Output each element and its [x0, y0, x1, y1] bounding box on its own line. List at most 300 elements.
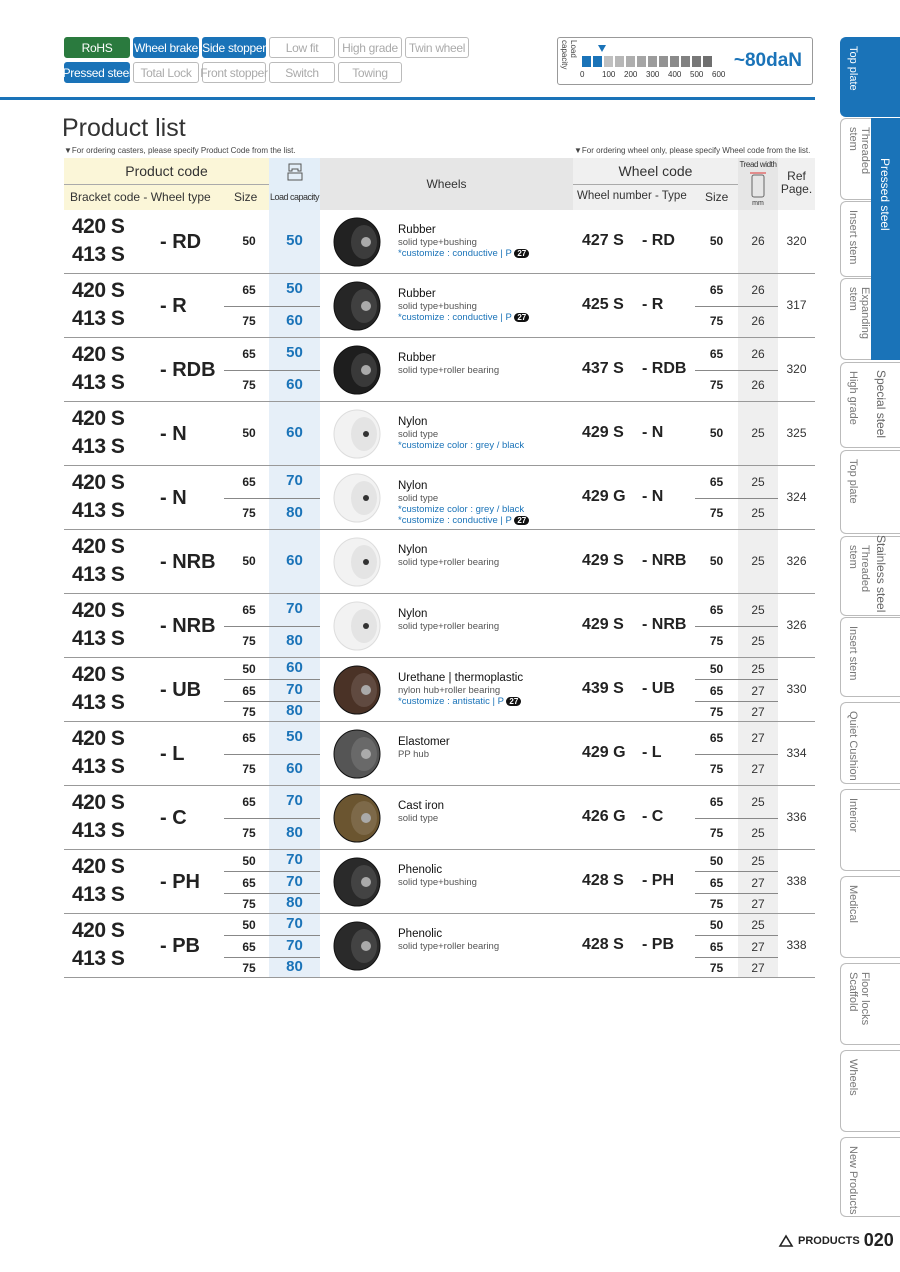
scale-segment	[681, 56, 690, 67]
wheel-image-icon	[332, 281, 382, 331]
ref-page: 324	[786, 490, 807, 504]
load-value: 70	[286, 873, 303, 890]
header-ref-label: Ref Page.	[780, 169, 813, 196]
wheel-size-value: 65	[709, 795, 724, 809]
load-value: 50	[286, 344, 303, 361]
wheel-size-value: 75	[709, 762, 724, 776]
row-divider	[695, 957, 778, 958]
wheel-name: Cast iron	[398, 800, 445, 812]
tread-width-value: 25	[751, 854, 765, 868]
wheel-name: Rubber	[398, 352, 436, 364]
size-value: 65	[242, 940, 256, 954]
scale-segment	[670, 56, 679, 67]
scale-segment	[582, 56, 591, 67]
scale-marker-icon	[598, 45, 606, 52]
row-divider	[695, 626, 778, 627]
tread-width-value: 25	[751, 662, 765, 676]
wheel-spec: solid type+bushing	[398, 301, 477, 312]
table-row	[64, 402, 815, 466]
bracket-code: 420 S	[72, 727, 125, 750]
load-value: 60	[286, 312, 303, 329]
wheel-code-type: - UB	[642, 680, 675, 697]
wheel-name: Nylon	[398, 480, 428, 492]
size-value: 50	[242, 854, 256, 868]
tag-switch: Switch	[269, 62, 335, 83]
bracket-code: 420 S	[72, 599, 125, 622]
row-divider	[695, 679, 778, 680]
scale-segment	[659, 56, 668, 67]
wheel-size-value: 50	[709, 426, 724, 440]
size-value: 65	[242, 731, 256, 745]
header-rule	[0, 97, 815, 100]
page-number: 020	[863, 1230, 894, 1250]
table-row	[64, 274, 815, 338]
table-row	[64, 914, 815, 978]
side-tab-label: New Products	[847, 1146, 859, 1215]
bracket-code: 420 S	[72, 279, 125, 302]
tread-width-value: 25	[751, 426, 765, 440]
header-size: Size	[234, 190, 258, 204]
wheel-size-value: 50	[709, 918, 724, 932]
ref-page: 320	[786, 362, 807, 376]
tread-width-value: 25	[751, 475, 765, 489]
wheel-type: - RDB	[160, 359, 216, 381]
tread-width-value: 26	[751, 283, 765, 297]
ref-page: 334	[786, 746, 807, 760]
header-tread-unit: mm	[752, 200, 764, 207]
wheel-code-type: - NRB	[642, 616, 687, 633]
side-tab-13[interactable]	[840, 1137, 900, 1217]
wheel-size-value: 75	[709, 378, 724, 392]
tread-width-value: 27	[751, 897, 765, 911]
wheel-size-value: 65	[709, 731, 724, 745]
side-tab-12[interactable]	[840, 1050, 900, 1132]
tag-twin-wheel: Twin wheel	[405, 37, 469, 58]
page-footer	[778, 1230, 894, 1251]
scale-tick: 100	[602, 70, 616, 79]
wheel-type: - N	[160, 423, 187, 445]
bracket-code: 420 S	[72, 215, 125, 238]
feature-tags	[64, 37, 469, 83]
side-tab-0[interactable]	[840, 37, 900, 117]
table-row	[64, 594, 815, 658]
wheel-type: - C	[160, 807, 187, 829]
wheel-image-icon	[332, 409, 382, 459]
size-value: 50	[242, 662, 256, 676]
load-value: 60	[286, 760, 303, 777]
load-value: 80	[286, 632, 303, 649]
page-title: Product list	[62, 114, 186, 142]
load-value: 60	[286, 424, 303, 441]
size-value: 75	[242, 897, 256, 911]
header-ref	[778, 158, 815, 210]
page-ref-badge: 27	[514, 249, 529, 258]
wheel-spec: solid type+bushing	[398, 237, 477, 248]
table-row	[64, 722, 815, 786]
side-tab-label: High grade	[847, 371, 859, 425]
bracket-code-alt: 413 S	[72, 243, 125, 266]
wheel-code-type: - NRB	[642, 552, 687, 569]
scale-tick: 200	[624, 70, 638, 79]
wheel-size-value: 75	[709, 314, 724, 328]
tread-width-value: 25	[751, 634, 765, 648]
row-divider	[224, 957, 320, 958]
side-tab-label: Threaded stem	[847, 127, 871, 175]
row-divider	[695, 935, 778, 936]
wheel-number: 429 G	[582, 744, 626, 761]
header-tread-label: Tread width	[739, 160, 777, 169]
scale-bar	[582, 56, 712, 67]
wheel-spec: nylon hub+roller bearing	[398, 685, 501, 696]
wheel-code-type: - C	[642, 808, 664, 825]
size-value: 75	[242, 314, 256, 328]
wheel-number: 429 G	[582, 488, 626, 505]
wheel-image-icon	[332, 537, 382, 587]
scale-ticks	[580, 70, 734, 79]
tread-width-value: 25	[751, 918, 765, 932]
wheel-size-value: 75	[709, 705, 724, 719]
tread-width-value: 25	[751, 795, 765, 809]
wheel-number: 429 S	[582, 552, 624, 569]
tag-side-stopper: Side stopper	[202, 37, 266, 58]
wheel-name: Rubber	[398, 288, 436, 300]
bracket-code-alt: 413 S	[72, 499, 125, 522]
wheel-size-value: 65	[709, 684, 724, 698]
row-divider	[224, 679, 320, 680]
side-tab-4[interactable]	[840, 362, 900, 448]
size-value: 50	[242, 234, 256, 248]
scale-tick: 0	[580, 70, 585, 79]
scale-segment	[703, 56, 712, 67]
header-load	[269, 158, 320, 210]
side-group-label: Stainless steel	[874, 535, 888, 613]
side-tab-label: Top plate	[847, 46, 859, 91]
wheel-type: - N	[160, 487, 187, 509]
wheel-image-icon	[332, 857, 382, 907]
ref-page: 326	[786, 618, 807, 632]
tread-width-value: 26	[751, 314, 765, 328]
load-value: 70	[286, 472, 303, 489]
footer-label: PRODUCTS	[798, 1234, 860, 1247]
wheel-image-icon	[332, 729, 382, 779]
tag-high-grade: High grade	[338, 37, 402, 58]
wheel-number: 428 S	[582, 872, 624, 889]
load-value: 80	[286, 824, 303, 841]
scale-segment	[648, 56, 657, 67]
bracket-code-alt: 413 S	[72, 947, 125, 970]
wheel-size-value: 65	[709, 876, 724, 890]
scale-segment	[626, 56, 635, 67]
table-row	[64, 338, 815, 402]
side-tab-6[interactable]	[840, 536, 900, 616]
side-group-label: Special steel	[874, 370, 888, 439]
bracket-code-alt: 413 S	[72, 307, 125, 330]
wheel-type: - NRB	[160, 551, 216, 573]
customize-text: *customize : conductive | P	[398, 515, 512, 526]
wheel-spec: solid type+roller bearing	[398, 557, 500, 568]
load-value: 60	[286, 376, 303, 393]
row-divider	[224, 626, 320, 627]
group-band-pressed-steel	[871, 118, 900, 360]
tag-towing: Towing	[338, 62, 402, 83]
bracket-code-alt: 413 S	[72, 819, 125, 842]
row-divider	[224, 893, 320, 894]
size-value: 75	[242, 762, 256, 776]
row-divider	[695, 818, 778, 819]
size-value: 75	[242, 826, 256, 840]
scale-tick: 600	[712, 70, 726, 79]
wheel-size-value: 75	[709, 961, 724, 975]
row-divider	[695, 306, 778, 307]
size-value: 75	[242, 705, 256, 719]
wheel-code-type: - RDB	[642, 360, 687, 377]
scale-segment	[637, 56, 646, 67]
scale-segment	[615, 56, 624, 67]
size-value: 65	[242, 475, 256, 489]
tread-width-value: 26	[751, 378, 765, 392]
tread-width-value: 27	[751, 731, 765, 745]
wheel-name: Urethane | thermoplastic	[398, 672, 524, 684]
product-table	[64, 158, 815, 978]
customize-text: *customize : conductive | P	[398, 248, 512, 259]
wheel-spec: solid type+roller bearing	[398, 941, 500, 952]
load-value: 80	[286, 958, 303, 975]
size-value: 65	[242, 684, 256, 698]
load-value: 50	[286, 280, 303, 297]
tag-total-lock: Total Lock	[133, 62, 199, 83]
side-tab-10[interactable]	[840, 876, 900, 958]
table-row	[64, 658, 815, 722]
ref-page: 326	[786, 554, 807, 568]
wheel-type: - PB	[160, 935, 200, 957]
side-tab-7[interactable]	[840, 617, 900, 697]
ref-page: 338	[786, 874, 807, 888]
load-value: 80	[286, 504, 303, 521]
size-value: 75	[242, 378, 256, 392]
customize-text: *customize color : grey / black	[398, 504, 525, 515]
row-divider	[695, 701, 778, 702]
load-value: 70	[286, 851, 303, 868]
wheel-number: 427 S	[582, 232, 624, 249]
header-wheels	[320, 158, 573, 210]
side-tab-label: Wheels	[847, 1059, 859, 1096]
wheel-customize	[398, 515, 529, 526]
side-tab-label: Expanding stem	[847, 287, 871, 339]
wheel-size-value: 50	[709, 662, 724, 676]
size-value: 65	[242, 795, 256, 809]
tread-width-value: 25	[751, 506, 765, 520]
size-value: 75	[242, 506, 256, 520]
table-row	[64, 850, 815, 914]
customize-text: *customize : antistatic | P	[398, 696, 504, 707]
brand-logo-icon	[778, 1234, 794, 1248]
customize-text: *customize color : grey / black	[398, 440, 525, 451]
wheel-type: - L	[160, 743, 185, 765]
header-bracket-wheel: Bracket code - Wheel type	[70, 190, 211, 204]
wheel-name: Rubber	[398, 224, 436, 236]
wheel-type: - UB	[160, 679, 202, 701]
tread-width-value: 25	[751, 554, 765, 568]
side-tab-label: Medical	[847, 885, 859, 923]
wheel-size-value: 75	[709, 897, 724, 911]
wheel-size-value: 65	[709, 940, 724, 954]
load-value: 70	[286, 681, 303, 698]
side-tab-11[interactable]	[840, 963, 900, 1045]
wheel-number: 439 S	[582, 680, 624, 697]
wheel-size-value: 75	[709, 826, 724, 840]
side-tab-label: Insert stem	[847, 210, 859, 265]
wheel-size-value: 65	[709, 603, 724, 617]
wheel-spec: solid type	[398, 813, 439, 824]
header-product-code-label: Product code	[125, 163, 208, 179]
header-wsize: Size	[705, 190, 729, 204]
wheel-number: 428 S	[582, 936, 624, 953]
wheel-size-value: 50	[709, 234, 724, 248]
load-value: 60	[286, 552, 303, 569]
side-tab-9[interactable]	[840, 789, 900, 871]
bracket-code-alt: 413 S	[72, 435, 125, 458]
load-capacity-scale	[557, 37, 813, 85]
header-divider	[64, 184, 269, 185]
tread-width-value: 27	[751, 876, 765, 890]
header-wheel-code	[573, 158, 738, 210]
tread-width-icon	[749, 171, 767, 199]
table-body	[64, 210, 815, 978]
wheel-image-icon	[332, 921, 382, 971]
wheel-number: 437 S	[582, 360, 624, 377]
header-load-label: Load capacity	[269, 192, 320, 202]
wheel-code-type: - R	[642, 296, 664, 313]
wheel-image-icon	[332, 217, 382, 267]
scale-tick: 300	[646, 70, 660, 79]
row-divider	[224, 935, 320, 936]
wheel-customize	[398, 696, 521, 707]
tag-wheel-brake: Wheel brake	[133, 37, 199, 58]
row-divider	[224, 754, 320, 755]
scale-tick: 400	[668, 70, 682, 79]
bracket-code: 420 S	[72, 343, 125, 366]
wheel-customize	[398, 440, 524, 451]
row-divider	[224, 498, 320, 499]
bracket-code: 420 S	[72, 471, 125, 494]
load-value: 60	[286, 659, 303, 676]
tag-pressed-steel: Pressed steel	[64, 62, 130, 83]
wheel-spec: solid type+roller bearing	[398, 365, 500, 376]
size-value: 50	[242, 426, 256, 440]
wheel-size-value: 65	[709, 347, 724, 361]
wheel-number: 429 S	[582, 616, 624, 633]
size-value: 50	[242, 554, 256, 568]
page-ref-badge: 27	[506, 697, 521, 706]
row-divider	[695, 498, 778, 499]
size-value: 65	[242, 603, 256, 617]
size-value: 75	[242, 961, 256, 975]
tread-width-value: 27	[751, 940, 765, 954]
row-divider	[695, 871, 778, 872]
note-wheels: ▼For ordering wheel only, please specify Wheel code from the list.	[574, 146, 811, 155]
side-tab-5[interactable]	[840, 450, 900, 534]
ref-page: 320	[786, 234, 807, 248]
wheel-image-icon	[332, 665, 382, 715]
row-divider	[695, 370, 778, 371]
side-tab-label: Insert stem	[847, 626, 859, 681]
load-weight-icon	[286, 162, 304, 182]
load-value: 70	[286, 792, 303, 809]
wheel-code-type: - N	[642, 488, 664, 505]
bracket-code-alt: 413 S	[72, 691, 125, 714]
wheel-type: - NRB	[160, 615, 216, 637]
row-divider	[224, 306, 320, 307]
wheel-type: - R	[160, 295, 187, 317]
ref-page: 338	[786, 938, 807, 952]
wheel-code-type: - RD	[642, 232, 675, 249]
wheel-customize	[398, 504, 524, 515]
tread-width-value: 26	[751, 347, 765, 361]
wheel-size-value: 75	[709, 506, 724, 520]
load-value: 80	[286, 702, 303, 719]
side-tab-label: Interior	[847, 798, 859, 833]
tread-width-value: 27	[751, 961, 765, 975]
wheel-spec: solid type	[398, 429, 439, 440]
wheel-size-value: 65	[709, 283, 724, 297]
load-value: 70	[286, 600, 303, 617]
wheel-spec: solid type+bushing	[398, 877, 477, 888]
size-value: 65	[242, 283, 256, 297]
tread-width-value: 25	[751, 826, 765, 840]
row-divider	[224, 370, 320, 371]
load-value: 70	[286, 937, 303, 954]
wheel-name: Phenolic	[398, 928, 443, 940]
scale-segment	[692, 56, 701, 67]
bracket-code: 420 S	[72, 663, 125, 686]
wheel-size-value: 50	[709, 554, 724, 568]
scale-segment	[593, 56, 602, 67]
wheel-name: Nylon	[398, 608, 428, 620]
wheel-code-type: - N	[642, 424, 664, 441]
wheel-image-icon	[332, 793, 382, 843]
row-divider	[695, 893, 778, 894]
side-tab-label: Floor locks Scaffold	[847, 972, 871, 1026]
tread-width-value: 27	[751, 705, 765, 719]
table-row	[64, 530, 815, 594]
tag-low-fit: Low fit	[269, 37, 335, 58]
wheel-type: - RD	[160, 231, 202, 253]
row-divider	[695, 754, 778, 755]
wheel-image-icon	[332, 473, 382, 523]
bracket-code-alt: 413 S	[72, 627, 125, 650]
wheel-name: Nylon	[398, 544, 428, 556]
scale-tick: 500	[690, 70, 704, 79]
wheel-customize	[398, 248, 529, 259]
load-capacity-label: Load capacity	[560, 40, 578, 70]
ref-page: 325	[786, 426, 807, 440]
wheel-type: - PH	[160, 871, 200, 893]
side-tab-label: Threaded stem	[847, 545, 871, 593]
table-row	[64, 210, 815, 274]
side-tab-8[interactable]	[840, 702, 900, 784]
size-value: 65	[242, 347, 256, 361]
load-value: 50	[286, 232, 303, 249]
header-product-code	[64, 158, 269, 210]
wheel-name: Nylon	[398, 416, 428, 428]
ref-page: 317	[786, 298, 807, 312]
table-header	[64, 158, 815, 210]
bracket-code: 420 S	[72, 791, 125, 814]
header-wheel-code-label: Wheel code	[618, 163, 693, 179]
wheel-number: 425 S	[582, 296, 624, 313]
tag-rohs: RoHS	[64, 37, 130, 58]
table-row	[64, 466, 815, 530]
